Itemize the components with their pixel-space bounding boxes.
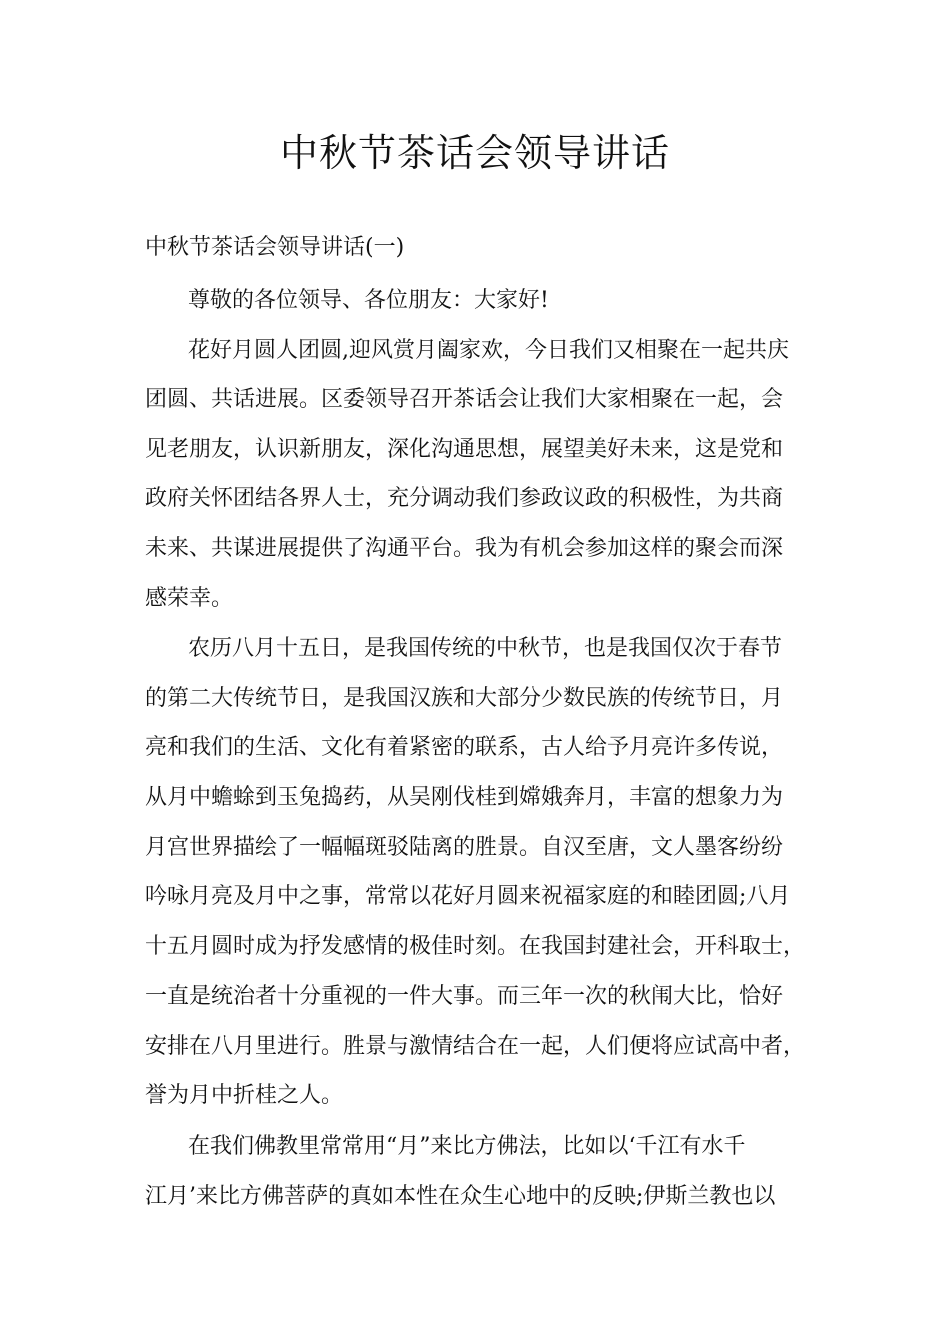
paragraph-line: 月宫世界描绘了一幅幅斑驳陆离的胜景。自汉至唐，文人墨客纷纷: [145, 835, 784, 860]
document-title: 中秋节茶话会领导讲话: [279, 131, 670, 175]
paragraph-line: 安排在八月里进行。胜景与激情结合在一起，人们便将应试高中者，: [145, 1034, 806, 1059]
paragraph-line: 誉为月中折桂之人。: [145, 1083, 344, 1108]
paragraph-line: 一直是统治者十分重视的一件大事。而三年一次的秋闱大比，恰好: [145, 984, 784, 1009]
paragraph-line: 在我们佛教里常常用“月”来比方佛法，比如以‘千江有水千: [188, 1134, 746, 1159]
paragraph-line: 花好月圆人团圆,迎风赏月阖家欢，今日我们又相聚在一起共庆: [188, 338, 789, 363]
paragraph-line: 十五月圆时成为抒发感情的极佳时刻。在我国封建社会，开科取士，: [145, 934, 806, 959]
paragraph-line: 亮和我们的生活、文化有着紧密的联系，古人给予月亮许多传说，: [145, 735, 784, 760]
paragraph-line: 的第二大传统节日，是我国汉族和大部分少数民族的传统节日，月: [145, 686, 784, 711]
paragraph-line: 江月’来比方佛菩萨的真如本性在众生心地中的反映;伊斯兰教也以: [145, 1184, 776, 1209]
salutation: 尊敬的各位领导、各位朋友：大家好!: [188, 288, 549, 313]
paragraph-line: 从月中蟾蜍到玉兔捣药，从吴刚伐桂到嫦娥奔月，丰富的想象力为: [145, 785, 784, 810]
paragraph-line: 未来、共谋进展提供了沟通平台。我为有机会参加这样的聚会而深: [145, 536, 784, 561]
paragraph-line: 见老朋友，认识新朋友，深化沟通思想，展望美好未来，这是党和: [145, 437, 784, 462]
paragraph-line: 感荣幸。: [145, 586, 234, 611]
paragraph-line: 吟咏月亮及月中之事，常常以花好月圆来祝福家庭的和睦团圆;八月: [145, 884, 791, 909]
paragraph-line: 政府关怀团结各界人士，充分调动我们参政议政的积极性，为共商: [145, 486, 784, 511]
section-heading: 中秋节茶话会领导讲话(一): [145, 235, 405, 260]
paragraph-line: 农历八月十五日，是我国传统的中秋节，也是我国仅次于春节: [188, 636, 783, 661]
paragraph-line: 团圆、共话进展。区委领导召开茶话会让我们大家相聚在一起，会: [145, 387, 784, 412]
